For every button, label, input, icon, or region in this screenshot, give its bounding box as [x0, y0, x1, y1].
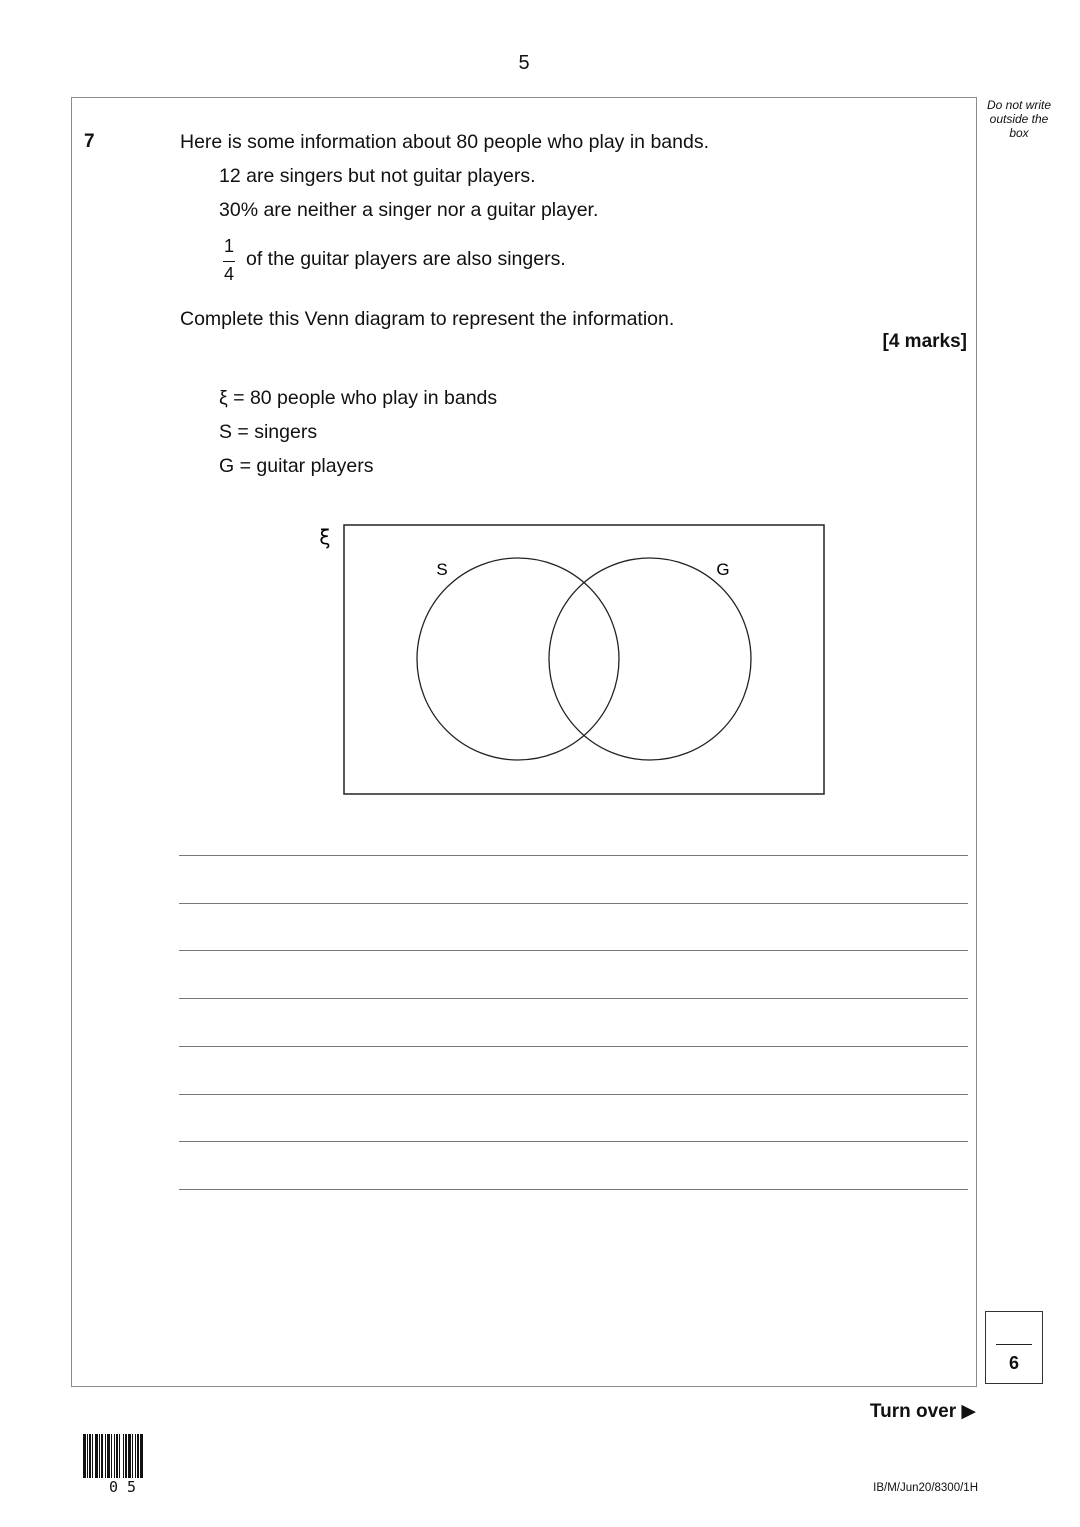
- set-g-label: G: [716, 560, 730, 579]
- universal-set-rectangle: [344, 525, 824, 794]
- answer-line[interactable]: [179, 1046, 968, 1047]
- barcode-bar: [89, 1434, 91, 1478]
- margin-note: Do not write outside the box: [986, 98, 1052, 140]
- score-value: 6: [1008, 1353, 1019, 1373]
- answer-line[interactable]: [179, 998, 968, 999]
- answer-line[interactable]: [179, 1141, 968, 1142]
- question-number: 7: [84, 131, 95, 152]
- fraction-denominator: 4: [223, 264, 234, 284]
- barcode-bar: [114, 1434, 115, 1478]
- score-box-divider: [996, 1344, 1032, 1345]
- barcode-bar: [123, 1434, 124, 1478]
- paper-reference: IB/M/Jun20/8300/1H: [873, 1482, 978, 1494]
- key-set-g: G = guitar players: [219, 455, 374, 477]
- answer-line[interactable]: [179, 1094, 968, 1095]
- barcode-bar: [95, 1434, 98, 1478]
- barcode-bar: [140, 1434, 143, 1478]
- info-line-1: 12 are singers but not guitar players.: [219, 165, 536, 187]
- answer-line[interactable]: [179, 950, 968, 951]
- answer-line[interactable]: [179, 903, 968, 904]
- barcode-bar: [137, 1434, 139, 1478]
- instruction: Complete this Venn diagram to represent the information.: [180, 308, 675, 330]
- key-universal-set: ξ = 80 people who play in bands: [219, 387, 498, 409]
- fraction: [219, 236, 239, 284]
- barcode-bar: [107, 1434, 110, 1478]
- score-box: [985, 1311, 1043, 1384]
- set-s-label: S: [436, 560, 448, 579]
- barcode-bar: [111, 1434, 112, 1478]
- barcode: [83, 1434, 183, 1478]
- key-set-s: S = singers: [219, 421, 318, 443]
- barcode-bar: [99, 1434, 100, 1478]
- marks-label: [4 marks]: [882, 331, 967, 352]
- barcode-bar: [101, 1434, 103, 1478]
- barcode-bar: [125, 1434, 127, 1478]
- barcode-bar: [132, 1434, 133, 1478]
- barcode-bar: [116, 1434, 118, 1478]
- barcode-bar: [87, 1434, 88, 1478]
- barcode-bar: [119, 1434, 120, 1478]
- page-number: 5: [518, 52, 530, 74]
- fraction-numerator: 1: [223, 236, 234, 256]
- turn-over-label: Turn over ▶: [869, 1401, 976, 1422]
- barcode-bar: [92, 1434, 93, 1478]
- info-line-2: 30% are neither a singer nor a guitar player.: [219, 199, 599, 221]
- set-g-circle: [549, 558, 751, 760]
- barcode-digits: 0 5: [109, 1478, 137, 1496]
- answer-line[interactable]: [179, 855, 968, 856]
- info-line-3: of the guitar players are also singers.: [246, 248, 566, 270]
- barcode-bar: [105, 1434, 106, 1478]
- venn-diagram[interactable]: [300, 520, 840, 810]
- barcode-bar: [83, 1434, 86, 1478]
- barcode-bar: [135, 1434, 136, 1478]
- question-intro: Here is some information about 80 people who play in bands.: [180, 131, 709, 153]
- universal-set-symbol: ξ: [319, 525, 331, 549]
- answer-line[interactable]: [179, 1189, 968, 1190]
- fraction-bar: [223, 261, 235, 262]
- barcode-bar: [128, 1434, 131, 1478]
- set-s-circle: [417, 558, 619, 760]
